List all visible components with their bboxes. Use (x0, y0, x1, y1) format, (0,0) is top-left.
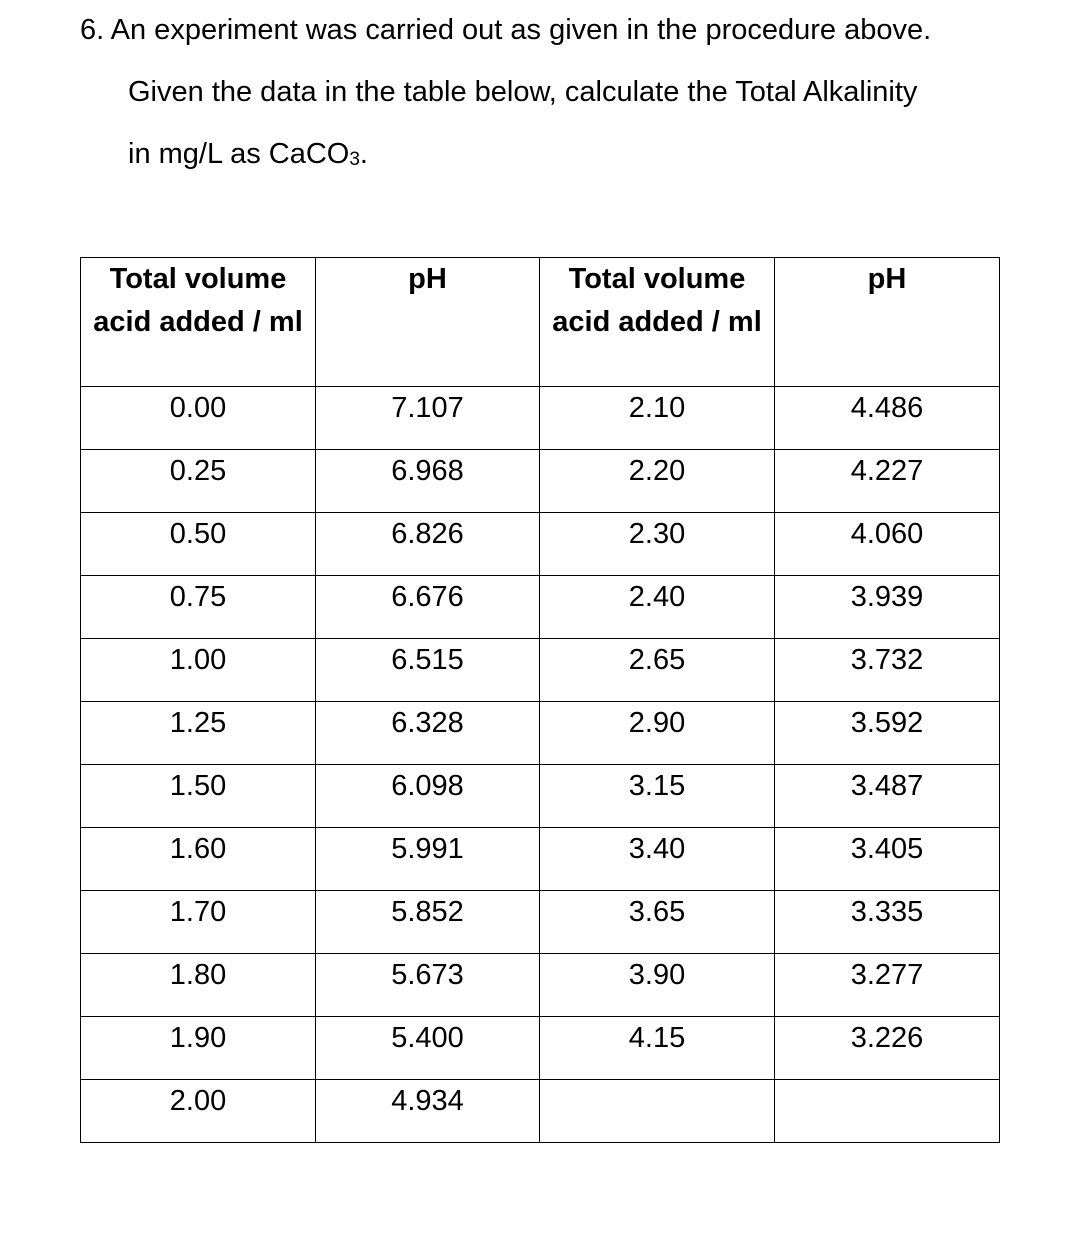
table-cell: 3.40 (540, 828, 775, 891)
header-volume-2: Total volume acid added / ml (540, 258, 775, 387)
table-cell: 1.50 (81, 765, 316, 828)
table-cell: 1.70 (81, 891, 316, 954)
table-cell: 4.934 (316, 1080, 540, 1143)
table-row (81, 1017, 1000, 1080)
question-line-3-end: . (359, 138, 368, 170)
table-cell: 0.25 (81, 450, 316, 513)
table-cell: 3.405 (775, 828, 1000, 891)
table-cell: 1.80 (81, 954, 316, 1017)
table-row (81, 765, 1000, 828)
table-cell-empty (775, 1080, 1000, 1143)
table-row (81, 450, 1000, 513)
question-line-2: Given the data in the table below, calculate the Total Alkalinity (128, 76, 918, 108)
header-volume-1: Total volume acid added / ml (81, 258, 316, 387)
question-line-1-text: An experiment was carried out as given in the procedure above. (110, 14, 932, 46)
table-cell: 3.90 (540, 954, 775, 1017)
table-cell: 4.486 (775, 387, 1000, 450)
table-cell: 5.852 (316, 891, 540, 954)
table-header-row (81, 258, 1000, 387)
table-row (81, 576, 1000, 639)
question-line-1 (80, 12, 931, 48)
table-cell: 3.592 (775, 702, 1000, 765)
table-row (81, 891, 1000, 954)
question-number: 6. (80, 14, 105, 46)
table-cell: 5.991 (316, 828, 540, 891)
table-cell: 3.487 (775, 765, 1000, 828)
table-cell: 6.515 (316, 639, 540, 702)
table-cell: 3.335 (775, 891, 1000, 954)
table-cell: 5.400 (316, 1017, 540, 1080)
table-cell: 4.227 (775, 450, 1000, 513)
table-cell: 2.65 (540, 639, 775, 702)
table-row (81, 828, 1000, 891)
table-cell: 6.676 (316, 576, 540, 639)
table-cell: 1.60 (81, 828, 316, 891)
table-cell: 6.826 (316, 513, 540, 576)
question-line-3 (128, 136, 368, 176)
table-cell: 2.10 (540, 387, 775, 450)
table-cell: 6.968 (316, 450, 540, 513)
table-cell: 3.65 (540, 891, 775, 954)
table-cell: 3.15 (540, 765, 775, 828)
table-row (81, 639, 1000, 702)
table-cell-empty (540, 1080, 775, 1143)
table-cell: 1.90 (81, 1017, 316, 1080)
table-cell: 2.30 (540, 513, 775, 576)
table-row (81, 513, 1000, 576)
table-row (81, 1080, 1000, 1143)
table-row (81, 954, 1000, 1017)
table-cell: 3.226 (775, 1017, 1000, 1080)
table-cell: 2.20 (540, 450, 775, 513)
table-cell: 2.40 (540, 576, 775, 639)
table-cell: 6.328 (316, 702, 540, 765)
table-cell: 7.107 (316, 387, 540, 450)
table-cell: 3.277 (775, 954, 1000, 1017)
table-row (81, 387, 1000, 450)
table-cell: 2.00 (81, 1080, 316, 1143)
table-cell: 4.15 (540, 1017, 775, 1080)
table-cell: 0.00 (81, 387, 316, 450)
table-cell: 2.90 (540, 702, 775, 765)
header-ph-2: pH (775, 258, 1000, 387)
table-cell: 3.939 (775, 576, 1000, 639)
table-cell: 0.50 (81, 513, 316, 576)
question-line-3-text: in mg/L as CaCO (128, 138, 350, 170)
formula-subscript: 3 (349, 149, 360, 170)
table-cell: 1.25 (81, 702, 316, 765)
table-cell: 6.098 (316, 765, 540, 828)
table-cell: 4.060 (775, 513, 1000, 576)
table-cell: 3.732 (775, 639, 1000, 702)
table-cell: 0.75 (81, 576, 316, 639)
table-cell: 1.00 (81, 639, 316, 702)
header-ph-1: pH (316, 258, 540, 387)
table-row (81, 702, 1000, 765)
titration-data-table (80, 257, 1000, 1143)
table-cell: 5.673 (316, 954, 540, 1017)
